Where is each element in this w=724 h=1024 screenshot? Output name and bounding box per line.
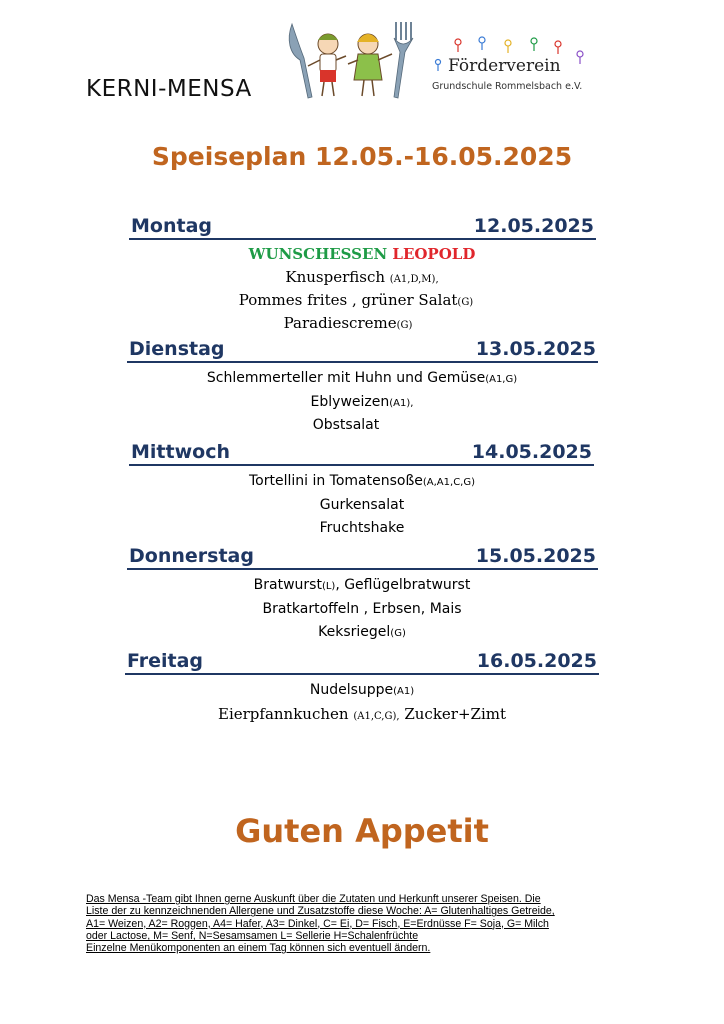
allergens: (G) — [396, 320, 413, 331]
menu-title: Speiseplan 12.05.-16.05.2025 — [151, 142, 573, 171]
day-date: 12.05.2025 — [473, 215, 594, 237]
footer-line: Das Mensa -Team gibt Ihnen gerne Auskunft über die Zutaten und Herkunft unserer Speisen. Die — [86, 893, 541, 905]
dish: Gurkensalat — [319, 497, 405, 513]
day-name: Donnerstag — [129, 545, 254, 567]
dish: Zucker+Zimt — [399, 705, 506, 723]
day-heading-thursday — [127, 544, 598, 570]
dish: Paradiescreme — [283, 314, 397, 332]
menu-item — [0, 705, 724, 723]
dish: Pommes frites , grüner Salat — [238, 291, 458, 309]
dish: Obstsalat — [312, 417, 380, 433]
wish-label: WUNSCHESSEN — [248, 245, 388, 263]
menu-item — [0, 268, 724, 286]
footer-line: A1= Weizen, A2= Roggen, A4= Hafer, A3= Dinkel, C= Ei, D= Fisch, E=Erdnüsse F= Soja, G= Milch — [86, 917, 549, 930]
dish: Fruchtshake — [319, 520, 405, 536]
day-date: 16.05.2025 — [476, 650, 597, 672]
club-subtitle: Grundschule Rommelsbach e.V. — [432, 81, 583, 92]
menu-item — [0, 520, 724, 536]
wish-name: LEOPOLD — [392, 245, 476, 263]
allergens: (A1,G) — [485, 374, 518, 385]
allergens: (A1) — [393, 686, 415, 697]
footer-line: oder Lactose, M= Senf, N=Sesamsamen L= Sellerie H=Schalenfrüchte — [86, 929, 419, 942]
day-name: Dienstag — [129, 338, 225, 360]
allergens: (A1,D,M), — [389, 274, 439, 285]
closing-greeting: Guten Appetit — [235, 812, 489, 850]
day-heading-tuesday — [127, 337, 598, 363]
allergens: (A1,C,G), — [353, 711, 400, 722]
menu-item — [0, 682, 724, 698]
wish-meal-line — [0, 245, 724, 263]
menu-item — [0, 473, 724, 489]
kids-with-cutlery-logo-icon — [284, 20, 414, 100]
allergens: (G) — [390, 628, 406, 639]
dish: Bratwurst — [253, 577, 322, 593]
menu-item — [0, 601, 724, 617]
day-date: 15.05.2025 — [475, 545, 596, 567]
day-name: Mittwoch — [131, 441, 230, 463]
dish: Bratkartoffeln , Erbsen, Mais — [262, 601, 462, 617]
day-name: Freitag — [127, 650, 204, 672]
menu-item — [0, 370, 724, 386]
menu-item — [0, 497, 724, 513]
club-name: Förderverein — [448, 56, 561, 76]
day-date: 14.05.2025 — [471, 441, 592, 463]
allergens: (A1), — [389, 398, 414, 409]
dish: Schlemmerteller mit Huhn und Gemüse — [206, 370, 486, 386]
day-heading-friday — [125, 649, 599, 675]
day-name: Montag — [131, 215, 212, 237]
footer-line: Liste der zu kennzeichnenden Allergene und Zusatzstoffe diese Woche: A= Glutenhaltiges Getreide, — [86, 905, 555, 918]
menu-item — [0, 314, 710, 332]
day-heading-wednesday — [129, 440, 594, 466]
allergens: (A,A1,C,G) — [422, 477, 476, 488]
allergens: (G) — [457, 297, 474, 308]
day-date: 13.05.2025 — [475, 338, 596, 360]
dish: Nudelsuppe — [309, 682, 394, 698]
menu-item — [0, 394, 724, 410]
dish: Tortellini in Tomatensoße — [248, 473, 423, 489]
dish: Eblyweizen — [310, 394, 390, 410]
menu-item — [0, 291, 718, 309]
brand-title: KERNI-MENSA — [86, 76, 252, 102]
menu-item — [0, 624, 724, 640]
day-heading-monday — [129, 214, 596, 240]
dish: Eierpfannkuchen — [218, 705, 354, 723]
dish: Keksriegel — [318, 624, 391, 640]
footer-line: Einzelne Menükomponenten an einem Tag können sich eventuell ändern. — [86, 942, 431, 955]
dish: , Geflügelbratwurst — [335, 577, 471, 593]
menu-item — [0, 417, 708, 433]
dish: Knusperfisch — [285, 268, 386, 286]
allergen-footer — [86, 893, 646, 954]
menu-item — [0, 577, 724, 593]
allergens: (L) — [321, 581, 336, 592]
